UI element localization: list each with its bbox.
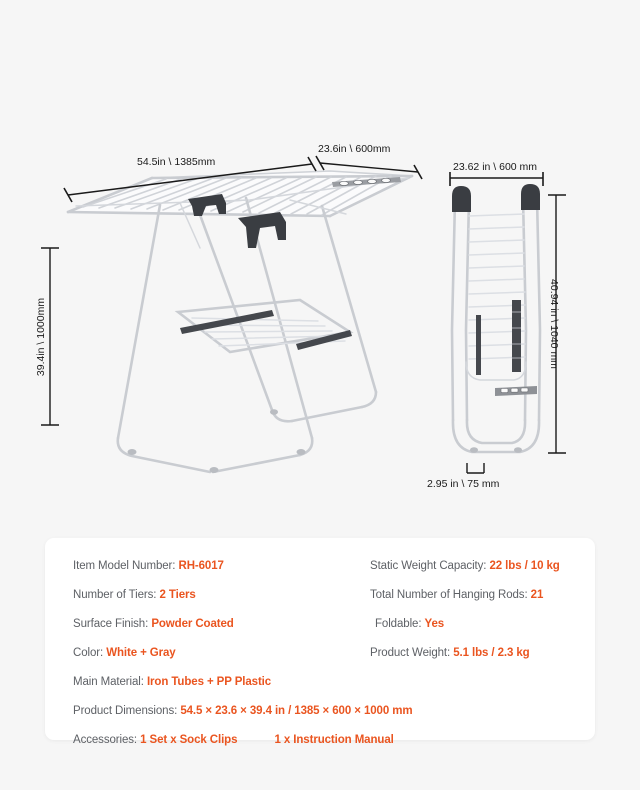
spec-value: 54.5 × 23.6 × 39.4 in / 1385 × 600 × 1000 mm bbox=[180, 705, 413, 717]
sock-clip-strip-folded bbox=[495, 386, 537, 396]
spec-value-secondary: 1 x Instruction Manual bbox=[274, 734, 394, 746]
folded-rail-inner-left bbox=[466, 200, 469, 420]
spec-value: 2 Tiers bbox=[159, 589, 196, 601]
rack-foot-cap-3 bbox=[297, 449, 306, 455]
dim-label-folded-thickness: 2.95 in \ 75 mm bbox=[427, 478, 500, 490]
spec-row-product-weight bbox=[370, 639, 595, 668]
spec-value: 22 lbs / 10 kg bbox=[489, 560, 560, 572]
spec-label: Static Weight Capacity: bbox=[370, 560, 487, 572]
rack-foot-front-bar bbox=[213, 455, 300, 472]
hinge-joint-right bbox=[238, 212, 286, 248]
spec-row-item-model-number bbox=[73, 552, 373, 581]
rack-leg-front-left bbox=[118, 205, 160, 438]
rack-foot-front-left bbox=[118, 438, 210, 472]
dim-label-open-height: 39.4in \ 1000mm bbox=[35, 297, 47, 377]
spec-label: Product Weight: bbox=[370, 647, 451, 659]
dim-label-open-depth: 23.6in \ 600mm bbox=[318, 143, 391, 155]
rack-foot-cap-2 bbox=[210, 467, 219, 473]
spec-value: 21 bbox=[530, 589, 544, 601]
spec-label: Color: bbox=[73, 647, 104, 659]
rack-open-illustration bbox=[68, 171, 412, 473]
spec-value: 1 Set x Sock Clips bbox=[140, 734, 238, 746]
spec-label: Foldable: bbox=[375, 618, 422, 630]
dim-label-open-width: 54.5in \ 1385mm bbox=[137, 156, 216, 168]
spec-row-foldable bbox=[370, 610, 595, 639]
spec-value: Powder Coated bbox=[151, 618, 234, 630]
folded-foot-bar-inner bbox=[467, 420, 525, 443]
rack-foot-cap-4 bbox=[270, 409, 278, 415]
spec-row-total-hanging-rods bbox=[370, 581, 595, 610]
spec-row-color bbox=[73, 639, 373, 668]
folded-hinge-strip-left bbox=[476, 315, 481, 375]
rack-foot-rear-bar bbox=[292, 407, 362, 421]
folded-rail-outer-right bbox=[537, 198, 540, 420]
spec-row-accessories bbox=[73, 726, 394, 755]
rack-leg-rear-right bbox=[322, 206, 376, 392]
folded-cap-left bbox=[452, 186, 471, 212]
spec-row-product-dimensions bbox=[73, 697, 413, 726]
sock-clip-bar-lower-left bbox=[180, 310, 274, 334]
spec-label: Main Material: bbox=[73, 676, 144, 688]
folded-rail-outer-left bbox=[452, 200, 455, 420]
rack-foot-rear-right-curve bbox=[362, 392, 376, 407]
rack-foot-cap-1 bbox=[128, 449, 137, 455]
folded-foot-cap-left bbox=[470, 447, 478, 453]
specification-card bbox=[45, 538, 595, 746]
spec-label: Surface Finish: bbox=[73, 618, 149, 630]
folded-hinge-strip-right bbox=[512, 300, 521, 372]
spec-label: Product Dimensions: bbox=[73, 705, 178, 717]
spec-label: Accessories: bbox=[73, 734, 137, 746]
spec-value: Yes bbox=[424, 618, 445, 630]
dim-label-folded-width: 23.62 in \ 600 mm bbox=[453, 161, 538, 173]
rack-folded-illustration bbox=[452, 184, 540, 453]
spec-label: Total Number of Hanging Rods: bbox=[370, 589, 528, 601]
spec-row-main-material bbox=[73, 668, 373, 697]
spec-column-right bbox=[370, 552, 595, 668]
spec-value: White + Gray bbox=[106, 647, 176, 659]
spec-value: RH-6017 bbox=[178, 560, 224, 572]
folded-cap-right bbox=[521, 184, 540, 210]
dim-label-folded-height: 40.94 in \ 1040 mm bbox=[548, 279, 560, 369]
spec-row-surface-finish bbox=[73, 610, 373, 639]
folded-foot-cap-right bbox=[514, 447, 522, 453]
spec-label: Number of Tiers: bbox=[73, 589, 157, 601]
spec-value: Iron Tubes + PP Plastic bbox=[146, 676, 272, 688]
spec-row-static-weight-capacity bbox=[370, 552, 595, 581]
spec-row-number-of-tiers bbox=[73, 581, 373, 610]
spec-value: 5.1 lbs / 2.3 kg bbox=[453, 647, 530, 659]
spec-label: Item Model Number: bbox=[73, 560, 176, 572]
